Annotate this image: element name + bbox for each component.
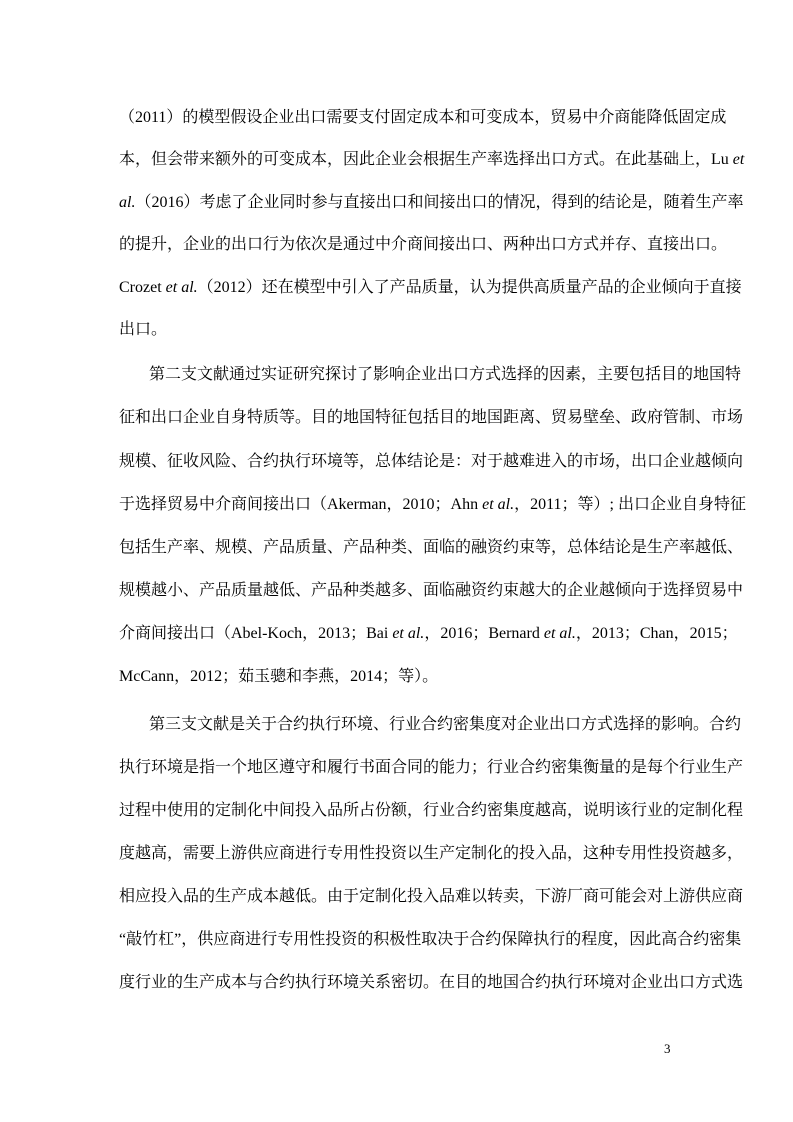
text-segment: 出口。 (119, 321, 168, 338)
text-segment: （2011）的模型假设企业出口需要支付固定成本和可变成本，贸易中介商能降低固定成 (119, 109, 727, 126)
text-segment: 介商间接出口（Abel-Koch，2013；Bai (119, 625, 393, 642)
text-segment: 度行业的生产成本与合约执行环境关系密切。在目的地国合约执行环境对企业出口方式选 (119, 974, 744, 991)
text-segment: 第二支文献通过实证研究探讨了影响企业出口方式选择的因素，主要包括目的地国特 (149, 366, 742, 383)
text-line (119, 667, 672, 687)
text-segment: “敲竹杠”，供应商进行专用性投资的积极性取决于合约保障执行的程度，因此高合约密集 (119, 931, 742, 948)
text-segment: 度越高，需要上游供应商进行专用性投资以生产定制化的投入品，这种专用性投资越多， (119, 845, 744, 862)
text-line (119, 150, 745, 170)
text-segment: 规模越小、产品质量越低、产品种类越多、面临融资约束越大的企业越倾向于选择贸易中 (119, 582, 744, 599)
italic-text: et al. (165, 279, 198, 296)
text-line (119, 408, 744, 428)
text-segment: 第三支文献是关于合约执行环境、行业合约密集度对企业出口方式选择的影响。合约 (149, 716, 742, 733)
text-segment: （2012）还在模型中引入了产品质量，认为提供高质量产品的企业倾向于直接 (197, 279, 742, 296)
italic-text: et al. (392, 625, 425, 642)
text-line (119, 930, 742, 950)
text-segment: 执行环境是指一个地区遵守和履行书面合同的能力；行业合约密集衡量的是每个行业生产 (119, 759, 744, 776)
text-line (119, 495, 746, 515)
text-segment: ，2013；Chan，2015； (575, 625, 738, 642)
text-segment: Crozet (119, 279, 166, 296)
text-line (119, 538, 744, 558)
text-line (119, 758, 744, 778)
text-segment: ，2011；等）; 出口企业自身特征 (514, 496, 746, 513)
text-line (149, 365, 742, 385)
text-line (119, 844, 744, 864)
text-segment: 于选择贸易中介商间接出口（Akerman，2010；Ahn (119, 496, 483, 513)
text-segment: McCann，2012；茹玉骢和李燕，2014；等）。 (119, 668, 439, 685)
text-line (119, 887, 744, 907)
text-segment: 相应投入品的生产成本越低。由于定制化投入品难以转卖，下游厂商可能会对上游供应商 (119, 888, 744, 905)
text-line (119, 193, 744, 213)
text-line (119, 452, 744, 472)
text-segment: （2016）考虑了企业同时参与直接出口和间接出口的情况，得到的结论是，随着生产率 (135, 194, 744, 211)
text-line (119, 278, 742, 298)
text-segment: 的提升，企业的出口行为依次是通过中介商间接出口、两种出口方式并存、直接出口。 (119, 236, 728, 253)
text-line (119, 581, 744, 601)
text-line (119, 320, 672, 340)
text-line (119, 624, 738, 644)
italic-text: et al. (543, 625, 576, 642)
text-segment: 过程中使用的定制化中间投入品所占份额，行业合约密集度越高，说明该行业的定制化程 (119, 802, 744, 819)
italic-text: et (732, 151, 745, 168)
text-segment: 本，但会带来额外的可变成本，因此企业会根据生产率选择出口方式。在此基础上，Lu (119, 151, 733, 168)
text-line (119, 801, 744, 821)
page-number: 3 (664, 1041, 671, 1056)
text-segment: ，2016；Bernard (424, 625, 544, 642)
text-line (119, 973, 744, 993)
text-segment: 征和出口企业自身特质等。目的地国特征包括目的地国距离、贸易壁垒、政府管制、市场 (119, 409, 744, 426)
italic-text: al. (119, 194, 136, 211)
italic-text: et al. (482, 496, 515, 513)
text-line (119, 108, 727, 128)
text-segment: 规模、征收风险、合约执行环境等，总体结论是：对于越难进入的市场，出口企业越倾向 (119, 453, 744, 470)
text-line (119, 235, 728, 255)
text-line (149, 715, 742, 735)
text-segment: 包括生产率、规模、产品质量、产品种类、面临的融资约束等，总体结论是生产率越低、 (119, 539, 744, 556)
